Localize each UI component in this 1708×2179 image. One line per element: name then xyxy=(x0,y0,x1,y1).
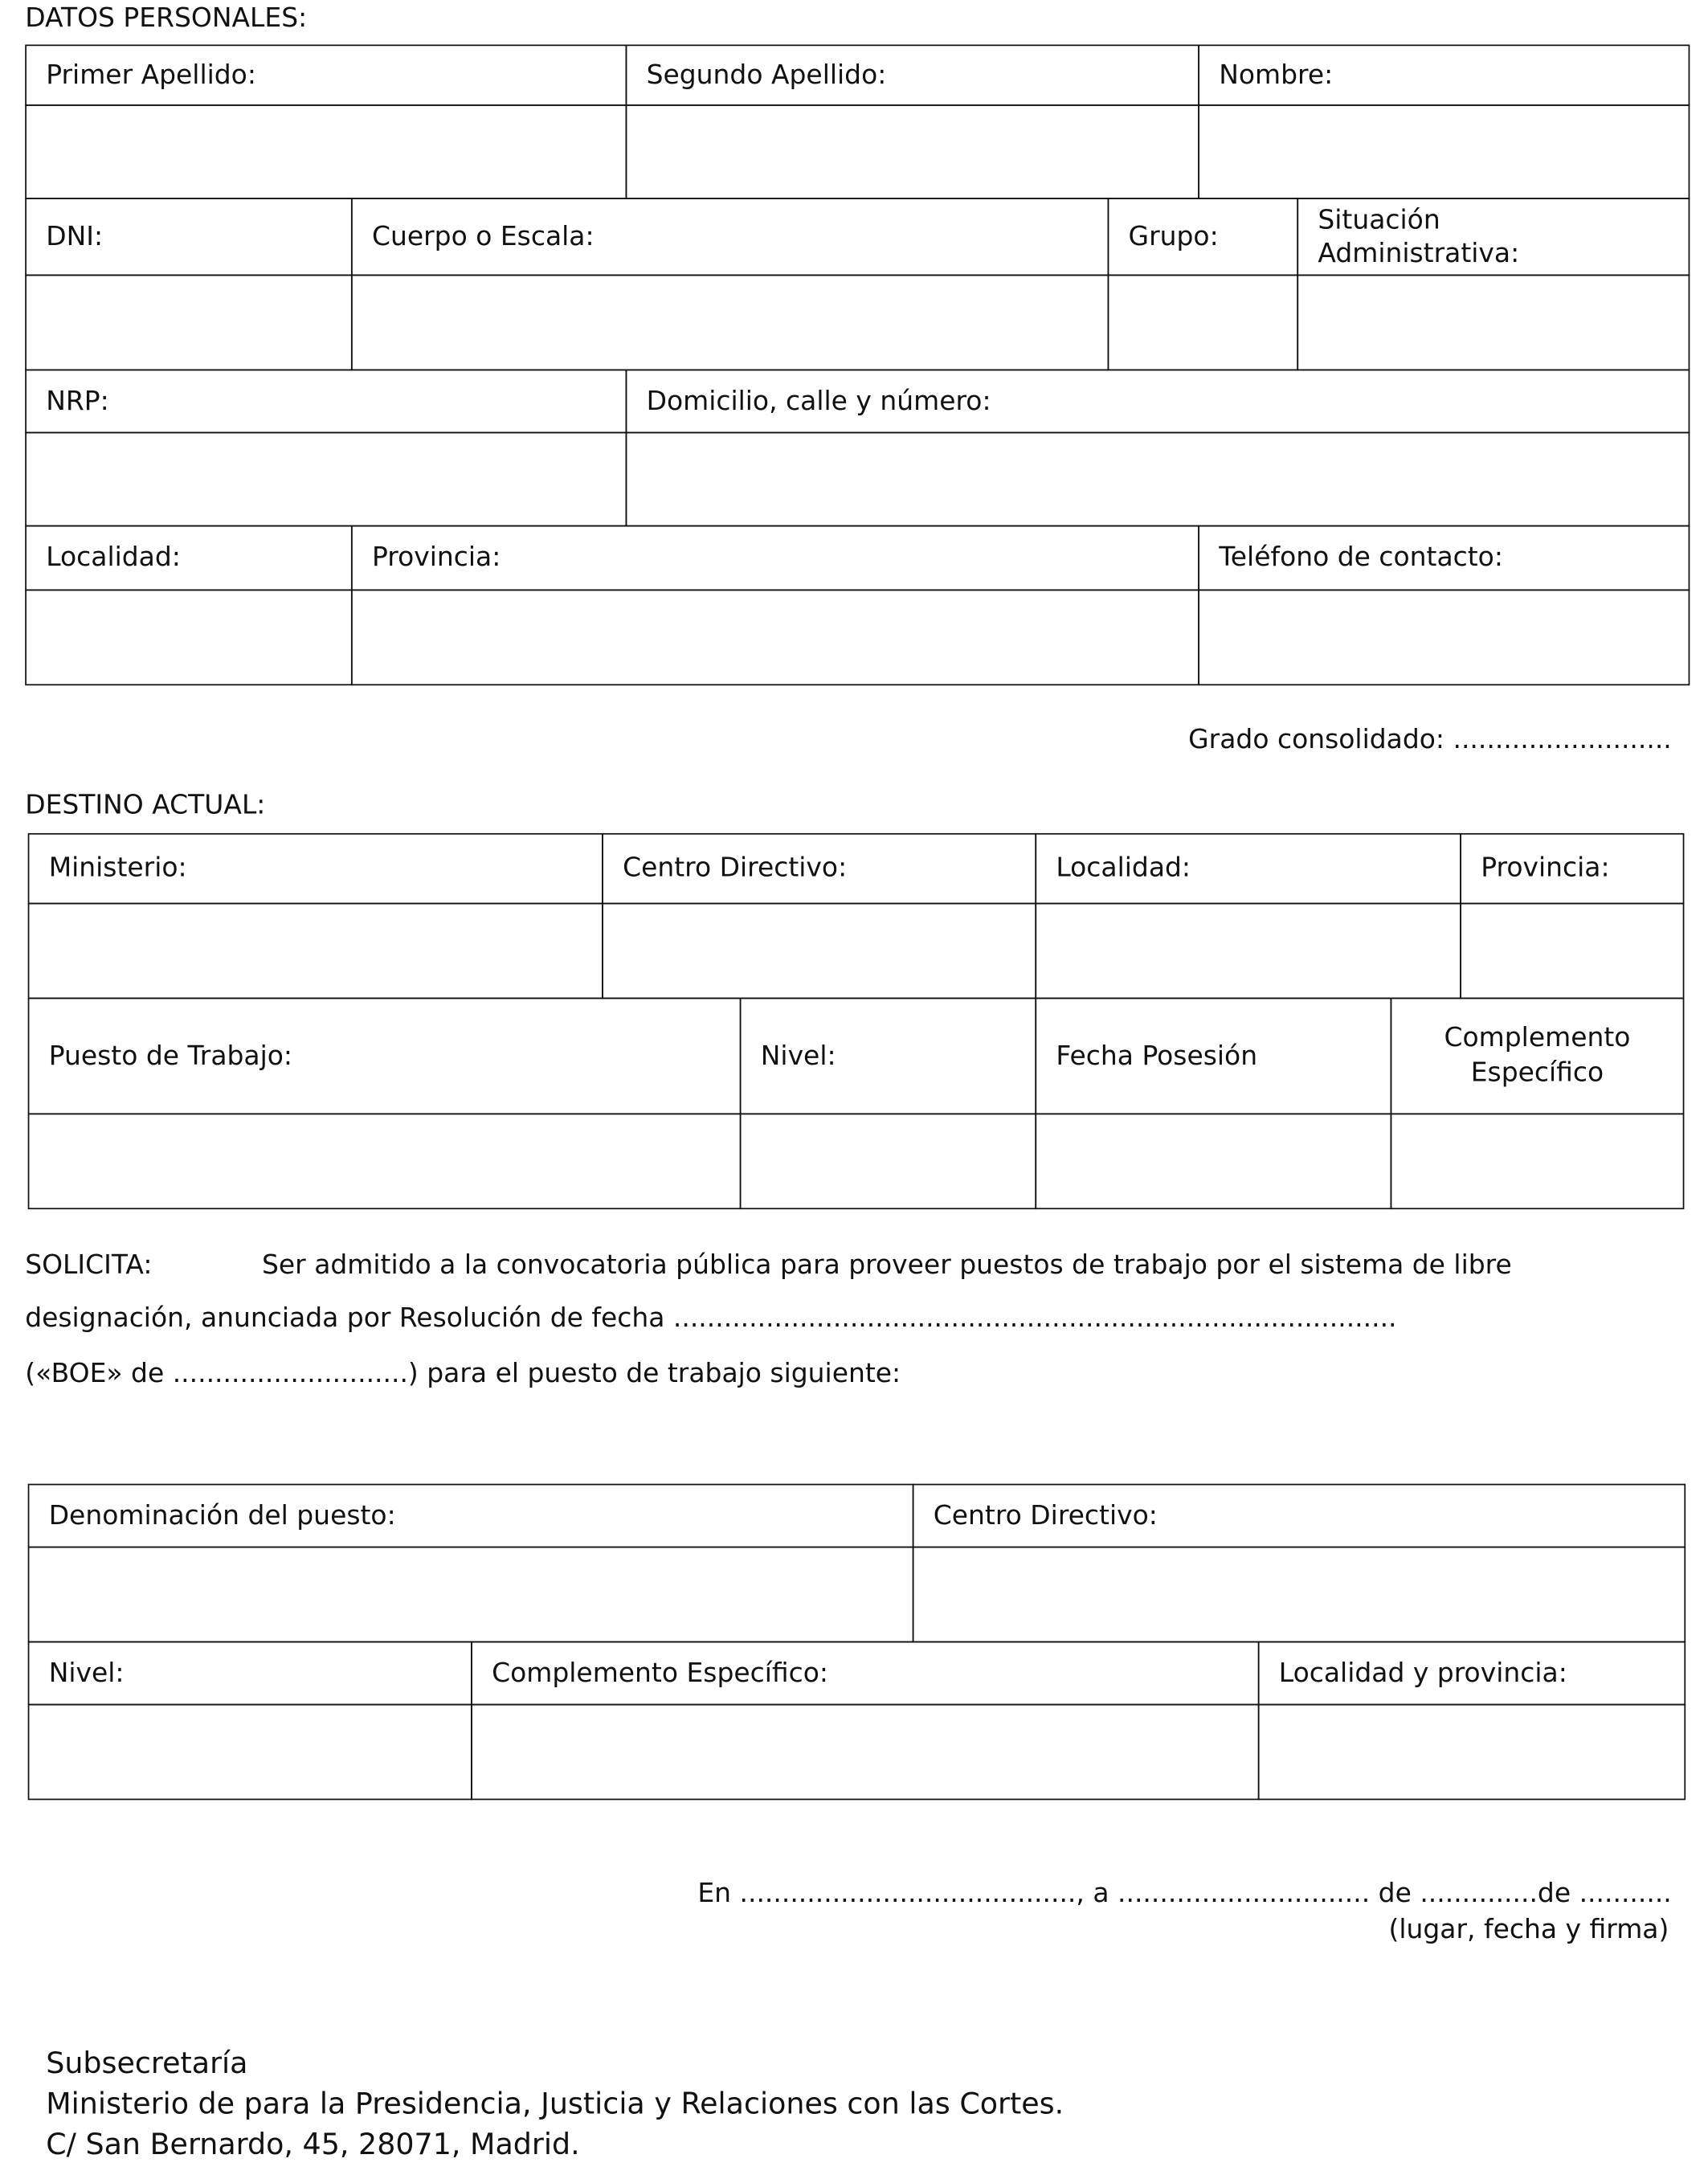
input-grupo[interactable] xyxy=(1108,275,1299,371)
label-denominacion-puesto: Denominación del puesto: xyxy=(28,1484,914,1548)
label-centro-directivo-puesto: Centro Directivo: xyxy=(913,1484,1686,1548)
input-nrp[interactable] xyxy=(25,432,627,527)
label-domicilio: Domicilio, calle y número: xyxy=(626,370,1690,434)
label-situacion-administrativa xyxy=(1297,198,1690,276)
solicita-line3: («BOE» de ............................) para el puesto de trabajo siguiente: xyxy=(25,1358,901,1389)
input-centro-directivo[interactable] xyxy=(602,903,1036,1000)
input-ministerio[interactable] xyxy=(28,903,603,1000)
input-nivel[interactable] xyxy=(740,1113,1036,1209)
input-provincia[interactable] xyxy=(351,589,1199,685)
input-localidad-provincia[interactable] xyxy=(1258,1704,1686,1801)
section-title-destino-actual: DESTINO ACTUAL: xyxy=(25,790,266,821)
label-nivel-puesto: Nivel: xyxy=(28,1641,472,1706)
firma-line: En ........................................, a .............................. de ..............de ........... xyxy=(697,1878,1672,1909)
footer-line3: C/ San Bernardo, 45, 28071, Madrid. xyxy=(46,2127,580,2161)
section-title-datos-personales: DATOS PERSONALES: xyxy=(25,2,308,34)
input-puesto-trabajo[interactable] xyxy=(28,1113,742,1209)
label-complemento-especifico xyxy=(1391,998,1685,1115)
label-grupo: Grupo: xyxy=(1108,198,1299,276)
input-fecha-posesion[interactable] xyxy=(1035,1113,1391,1209)
label-dni: DNI: xyxy=(25,198,352,276)
label-complemento-line2: Específico xyxy=(1470,1057,1604,1089)
footer-line1: Subsecretaría xyxy=(46,2046,248,2080)
label-situacion-line1: Situación xyxy=(1318,204,1440,236)
input-segundo-apellido[interactable] xyxy=(626,104,1199,199)
input-telefono[interactable] xyxy=(1198,589,1690,685)
label-nivel: Nivel: xyxy=(740,998,1036,1115)
input-denominacion-puesto[interactable] xyxy=(28,1547,914,1643)
grado-consolidado: Grado consolidado: .......................... xyxy=(1188,724,1672,755)
label-complemento-puesto: Complemento Específico: xyxy=(471,1641,1259,1706)
label-provincia: Provincia: xyxy=(351,525,1199,591)
input-cuerpo-escala[interactable] xyxy=(351,275,1109,371)
footer-line2: Ministerio de para la Presidencia, Justicia y Relaciones con las Cortes. xyxy=(46,2087,1064,2121)
label-centro-directivo: Centro Directivo: xyxy=(602,833,1036,904)
label-localidad-destino: Localidad: xyxy=(1035,833,1461,904)
input-nombre[interactable] xyxy=(1198,104,1690,199)
label-fecha-posesion: Fecha Posesión xyxy=(1035,998,1391,1115)
input-complemento-puesto[interactable] xyxy=(471,1704,1259,1801)
input-primer-apellido[interactable] xyxy=(25,104,627,199)
input-dni[interactable] xyxy=(25,275,352,371)
solicita-line2: designación, anunciada por Resolución de fecha ...................................................................................... xyxy=(25,1302,1397,1334)
solicita-line1: Ser admitido a la convocatoria pública para proveer puestos de trabajo por el sistema de libre xyxy=(261,1249,1512,1281)
label-nrp: NRP: xyxy=(25,370,627,434)
solicita-label: SOLICITA: xyxy=(25,1249,153,1281)
input-localidad-destino[interactable] xyxy=(1035,903,1461,1000)
firma-caption: (lugar, fecha y firma) xyxy=(1388,1914,1669,1945)
label-localidad-provincia: Localidad y provincia: xyxy=(1258,1641,1686,1706)
input-domicilio[interactable] xyxy=(626,432,1690,527)
label-telefono: Teléfono de contacto: xyxy=(1198,525,1690,591)
input-nivel-puesto[interactable] xyxy=(28,1704,472,1801)
label-localidad: Localidad: xyxy=(25,525,352,591)
input-centro-directivo-puesto[interactable] xyxy=(913,1547,1686,1643)
input-situacion-administrativa[interactable] xyxy=(1297,275,1690,371)
label-cuerpo-escala: Cuerpo o Escala: xyxy=(351,198,1109,276)
label-ministerio: Ministerio: xyxy=(28,833,603,904)
label-primer-apellido: Primer Apellido: xyxy=(25,44,627,105)
label-puesto-trabajo: Puesto de Trabajo: xyxy=(28,998,742,1115)
label-provincia-destino: Provincia: xyxy=(1460,833,1684,904)
input-complemento-especifico[interactable] xyxy=(1391,1113,1685,1209)
label-nombre: Nombre: xyxy=(1198,44,1690,105)
input-localidad[interactable] xyxy=(25,589,352,685)
label-complemento-line1: Complemento xyxy=(1444,1023,1631,1054)
label-segundo-apellido: Segundo Apellido: xyxy=(626,44,1199,105)
input-provincia-destino[interactable] xyxy=(1460,903,1684,1000)
label-situacion-line2: Administrativa: xyxy=(1318,238,1520,269)
